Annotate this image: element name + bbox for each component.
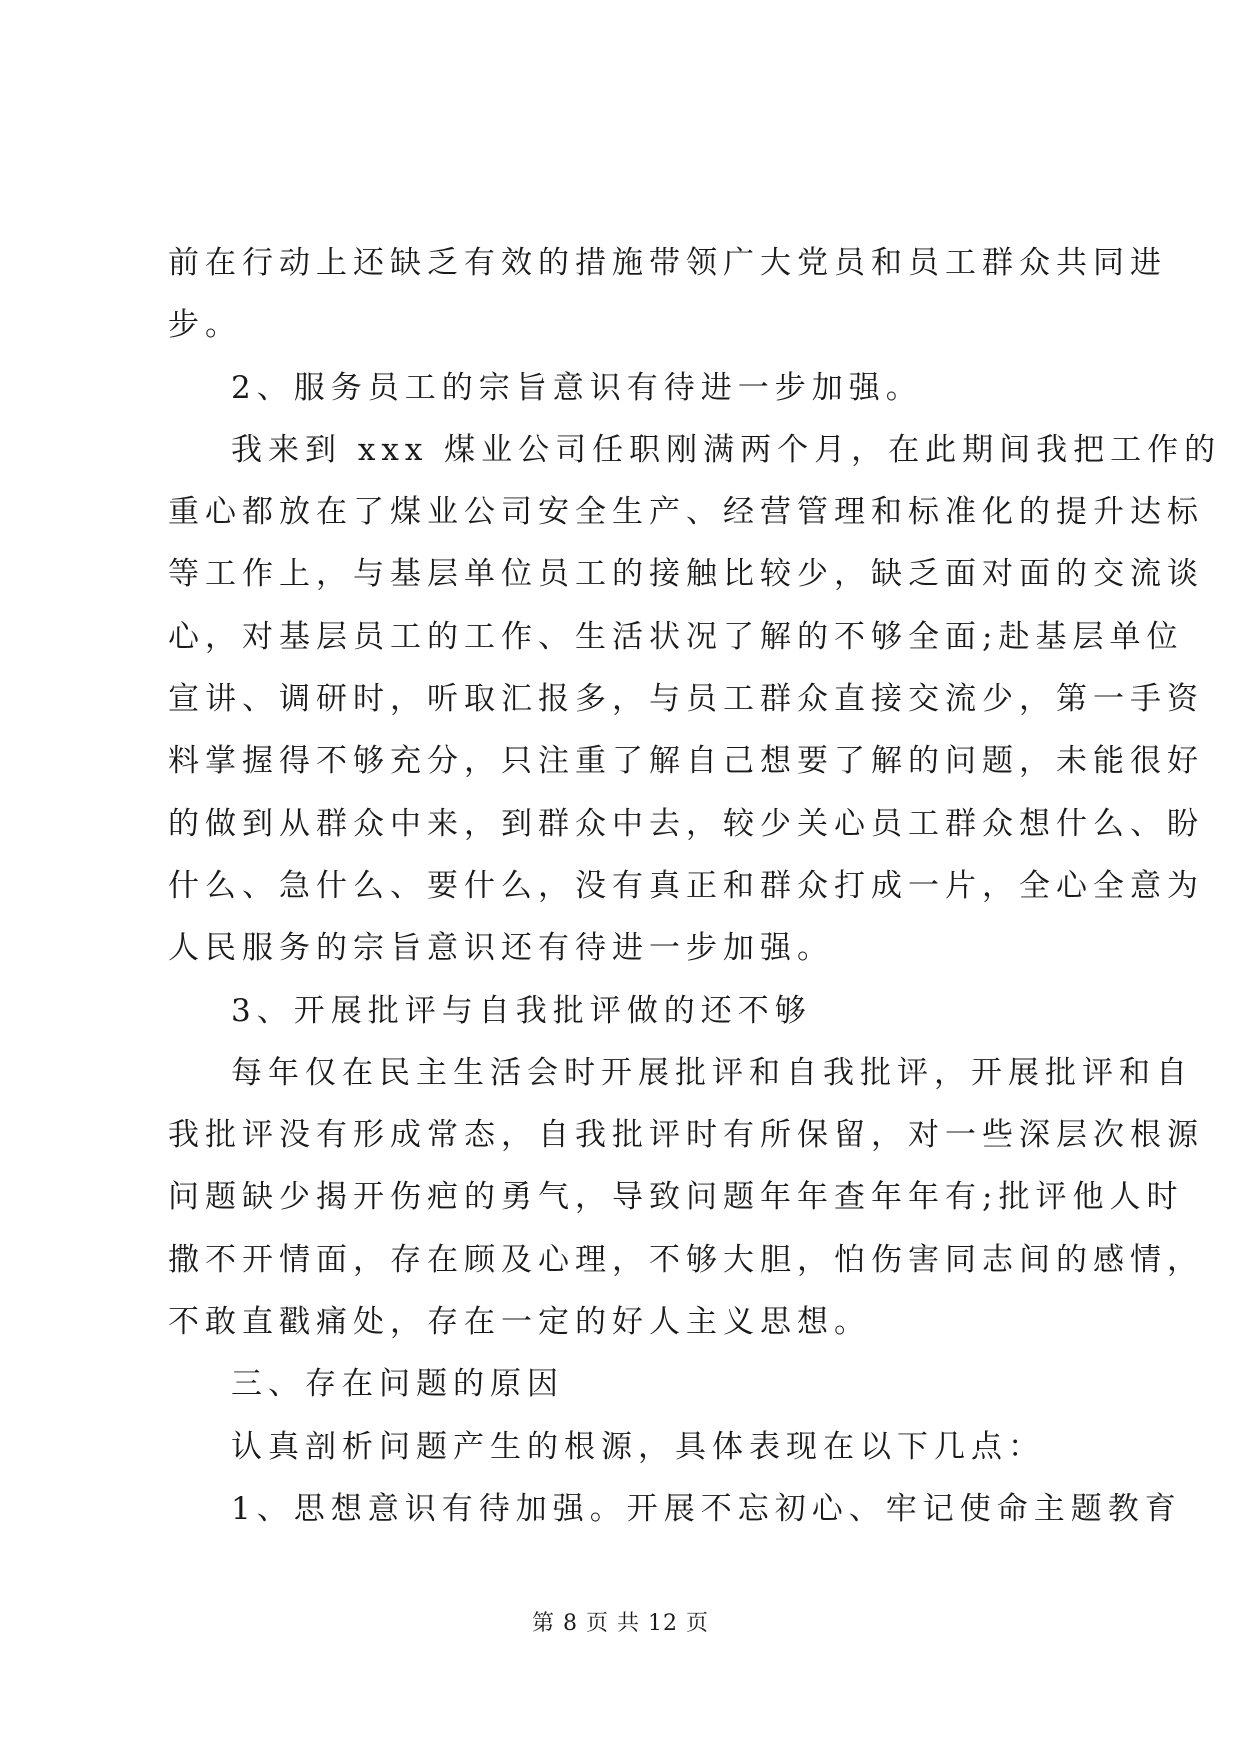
section-heading: 1、思想意识有待加强。开展不忘初心、牢记使命主题教育 bbox=[231, 1490, 1182, 1527]
paragraph-start: 每年仅在民主生活会时开展批评和自我批评，开展批评和自 bbox=[231, 1054, 1193, 1091]
page-number-footer: 第 8 页 共 12 页 bbox=[532, 1611, 709, 1636]
text-line: 步。 bbox=[168, 307, 242, 344]
text-line: 问题缺少揭开伤疤的勇气，导致问题年年查年年有;批评他人时 bbox=[168, 1179, 1184, 1216]
paragraph-start: 我来到 xxx 煤业公司任职刚满两个月，在此期间我把工作的 bbox=[231, 431, 1222, 468]
text-line: 等工作上，与基层单位员工的接触比较少，缺乏面对面的交流谈 bbox=[168, 556, 1204, 593]
document-body bbox=[168, 232, 1222, 1540]
text-line: 我批评没有形成常态，自我批评时有所保留，对一些深层次根源 bbox=[168, 1117, 1204, 1154]
text-line: 心，对基层员工的工作、生活状况了解的不够全面;赴基层单位 bbox=[168, 618, 1184, 655]
text-line: 不敢直戳痛处，存在一定的好人主义思想。 bbox=[168, 1304, 871, 1341]
text-line: 人民服务的宗旨意识还有待进一步加强。 bbox=[168, 930, 834, 967]
section-heading: 2、服务员工的宗旨意识有待进一步加强。 bbox=[231, 369, 923, 406]
text-line: 宣讲、调研时，听取汇报多，与员工群众直接交流少，第一手资 bbox=[168, 681, 1204, 718]
text-line: 料掌握得不够充分，只注重了解自己想要了解的问题，未能很好 bbox=[168, 743, 1204, 780]
text-line: 的做到从群众中来，到群众中去，较少关心员工群众想什么、盼 bbox=[168, 805, 1204, 842]
text-line: 前在行动上还缺乏有效的措施带领广大党员和员工群众共同进 bbox=[168, 245, 1167, 281]
section-heading: 3、开展批评与自我批评做的还不够 bbox=[231, 992, 812, 1029]
paragraph-start: 认真剖析问题产生的根源，具体表现在以下几点： bbox=[231, 1428, 1045, 1465]
section-heading: 三、存在问题的原因 bbox=[231, 1366, 564, 1403]
text-line: 什么、急什么、要什么，没有真正和群众打成一片，全心全意为 bbox=[168, 867, 1204, 904]
text-line: 撒不开情面，存在顾及心理，不够大胆，怕伤害同志间的感情， bbox=[168, 1241, 1204, 1278]
text-line: 重心都放在了煤业公司安全生产、经营管理和标准化的提升达标 bbox=[168, 494, 1204, 531]
